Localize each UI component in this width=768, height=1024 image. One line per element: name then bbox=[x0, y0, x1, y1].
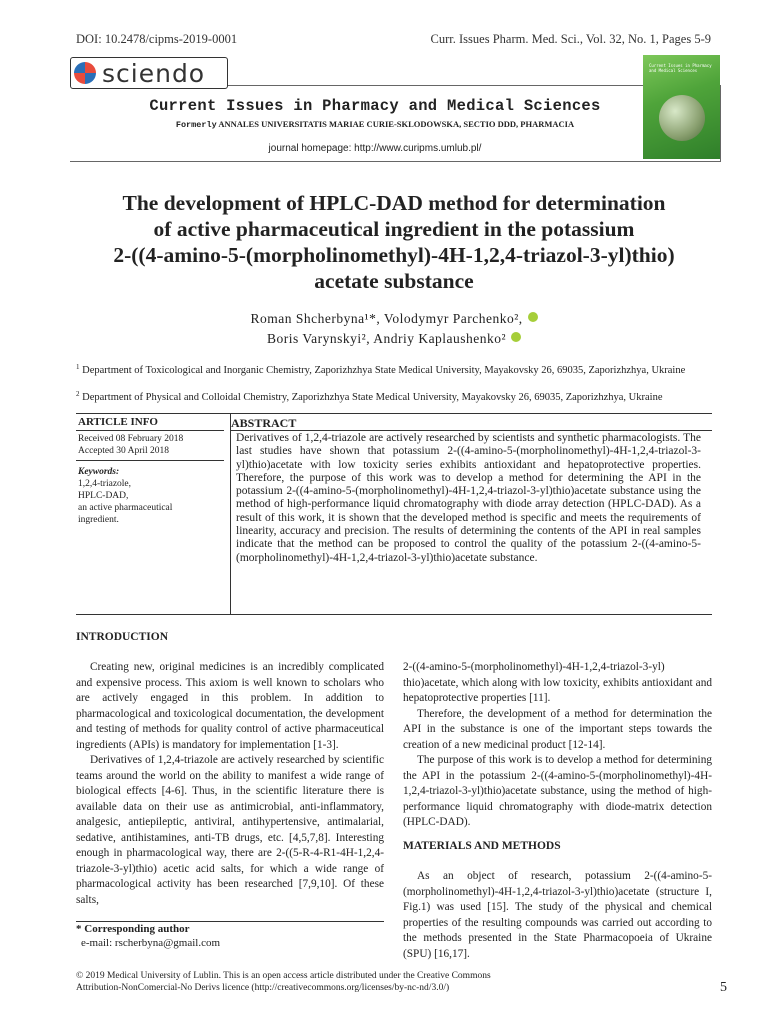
divider bbox=[76, 460, 224, 461]
sciendo-logo-text: sciendo bbox=[102, 58, 206, 88]
page-number: 5 bbox=[720, 980, 727, 995]
affiliation-text: Department of Physical and Colloidal Chemistry, Zaporizhzhya State Medical University, Mayakovsky 26, 69035, Zaporizhzhya, Ukraine bbox=[82, 392, 663, 403]
article-info-heading: ARTICLE INFO bbox=[78, 416, 158, 428]
right-column-methods bbox=[403, 869, 712, 962]
formerly-label: Formerly bbox=[175, 120, 217, 130]
doi: DOI: 10.2478/cipms-2019-0001 bbox=[76, 32, 238, 46]
divider bbox=[76, 614, 712, 615]
orcid-icon[interactable] bbox=[528, 312, 538, 322]
sciendo-logo-icon bbox=[74, 62, 96, 84]
affiliation-number: 1 bbox=[76, 363, 80, 371]
paragraph: Derivatives of 1,2,4-triazole are actively researched by scientific teams around the world on the ability to manifest a wide range of biological effects [4-6]. Thus, in the scientific literature there is available data on their use as antimicrobial, anti-inflammatory, analgesic, antiepileptic, antiviral, antihypertensive, antimalarial, sedative, antihistamines, anti-TB drugs, etc. [4,5,7,8]. Interesting enough in pharmacological way, there are 2-((5-R-4-R1-4H-1,2,4-triazole-3-yl)thio) acetic acid salts, for which a wide range of pharmacological activity has been researched [7,9,10]. Of these salts, bbox=[76, 754, 384, 906]
keyword: an active pharmaceutical bbox=[78, 503, 173, 513]
authors-text: Boris Varynskyi², Andriy Kaplaushenko² bbox=[267, 331, 507, 346]
authors-text: Roman Shcherbyna¹*, Volodymyr Parchenko², bbox=[250, 311, 523, 326]
cover-text: Current Issues in Pharmacy and Medical Sciences bbox=[649, 63, 712, 73]
introduction-heading: INTRODUCTION bbox=[76, 631, 169, 643]
journal-cover-image bbox=[643, 55, 720, 159]
keyword: HPLC-DAD, bbox=[78, 491, 129, 501]
title-line: acetate substance bbox=[314, 269, 474, 293]
corresponding-author-label: * Corresponding author bbox=[76, 923, 190, 935]
affiliation-2 bbox=[76, 388, 716, 404]
authors bbox=[60, 309, 728, 349]
divider bbox=[76, 921, 384, 922]
title-line: The development of HPLC-DAD method for determination bbox=[122, 191, 666, 215]
paragraph: Therefore, the development of a method for determination the API in the substance is one of the important steps towards the creation of a new medicinal product [12-14]. bbox=[403, 707, 712, 751]
abstract-text: Derivatives of 1,2,4-triazole are actively researched by scientists and synthetic pharmacologists. The last studies have shown that potassium 2-((4-amino-5-(morpholinomethyl)-4H-1,2,4-triazol-3-yl)thio)acetate with low toxicity series exhibits antioxidant and hepatoprotective properties. Therefore, the purpose of this work was to develop a method for determining the API in the potassium 2-((4-amino-5-(morpholinomethyl)-4H-1,2,4-triazol-3-yl)thio)acetate substance using the method of high-performance liquid chromatography with diode array detection (HPLC-DAD). As a result of this work, it is shown that the developed method is specific and meets the requirements of linearity, accuracy and precision. The results of determining the contents of the API in real samples indicate that the method can be proposed to control the quality of the potassium 2-((4-amino-5-(morpholinomethyl)-4H-1,2,4-triazol-3-yl)thio)acetate substance. bbox=[236, 432, 701, 564]
affiliation-1 bbox=[76, 361, 716, 377]
affiliation-number: 2 bbox=[76, 390, 80, 398]
title-line: of active pharmaceutical ingredient in the potassium bbox=[153, 217, 635, 241]
paragraph: Creating new, original medicines is an incredibly complicated and expensive process. This axiom is well known to scholars who are actively engaged in this problem. In addition to pharmacological and toxicological documentation, the development and testing of methods for quality control of active pharmaceutical ingredients (APIs) is mandatory for implementation [1-3]. bbox=[76, 661, 384, 751]
title-line: 2-((4-amino-5-(morpholinomethyl)-4H-1,2,4-triazol-3-yl)thio) bbox=[113, 243, 675, 267]
left-column bbox=[76, 660, 384, 908]
keyword: ingredient. bbox=[78, 515, 119, 525]
divider bbox=[230, 413, 231, 614]
divider bbox=[231, 430, 712, 431]
paragraph: As an object of research, potassium 2-((4-amino-5-(morpholinomethyl)-4H-1,2,4-triazol-3-yl)thio)acetate (structure I, Fig.1) was used [15]. The study of the physical and chemical properties of the resulting compounds was carried out according to the methods presented in the State Pharmacopoeia of Ukraine (SPU) [16,17]. bbox=[403, 870, 712, 960]
methods-heading: MATERIALS AND METHODS bbox=[403, 840, 561, 852]
journal-homepage[interactable]: journal homepage: http://www.curipms.umlub.pl/ bbox=[268, 143, 482, 154]
cover-molecule-icon bbox=[659, 95, 705, 141]
divider bbox=[76, 430, 224, 431]
affiliation-text: Department of Toxicological and Inorganic Chemistry, Zaporizhzhya State Medical University, Mayakovsky 26, 69035, Zaporizhzhya, Ukraine bbox=[82, 365, 686, 376]
authors-line bbox=[60, 329, 728, 349]
paragraph: 2-((4-amino-5-(morpholinomethyl)-4H-1,2,4-triazol-3-yl) thio)acetate, which along with low toxicity, exhibits antioxidant and hepatoprotective properties [11]. bbox=[403, 661, 712, 704]
citation: Curr. Issues Pharm. Med. Sci., Vol. 32, No. 1, Pages 5-9 bbox=[430, 32, 711, 46]
paragraph: The purpose of this work is to develop a method for determining the API in the potassium 2-((4-amino-5-(morpholinomethyl)-4H-1,2,4-triazol-3-yl)thio)acetate substance, using the method of high-performance liquid chromatography with diode-matrix detection (HPLC-DAD). bbox=[403, 754, 712, 828]
license-line: Attribution-NonComercial-No Derivs licence (http://creativecommons.org/licenses/by-nc-nd/3.0/) bbox=[76, 983, 450, 993]
abstract-heading: ABSTRACT bbox=[231, 416, 297, 430]
divider bbox=[76, 413, 712, 414]
accepted-date: Accepted 30 April 2018 bbox=[78, 446, 170, 456]
formerly-text: ANNALES UNIVERSITATIS MARIAE CURIE-SKLODOWSKA, SECTIO DDD, PHARMACIA bbox=[218, 119, 575, 129]
sciendo-logo bbox=[70, 57, 228, 89]
keyword: 1,2,4-triazole, bbox=[78, 479, 132, 489]
article-title bbox=[60, 190, 728, 294]
right-column bbox=[403, 660, 712, 831]
corresponding-email[interactable]: e-mail: rscherbyna@gmail.com bbox=[81, 937, 221, 949]
orcid-icon[interactable] bbox=[511, 332, 521, 342]
journal-formerly bbox=[70, 119, 680, 130]
license-line: © 2019 Medical University of Lublin. This is an open access article distributed under the Creative Commons bbox=[76, 971, 491, 981]
keywords-label: Keywords: bbox=[78, 467, 120, 477]
journal-title: Current Issues in Pharmacy and Medical Sciences bbox=[149, 97, 601, 115]
received-date: Received 08 February 2018 bbox=[78, 434, 184, 444]
keywords-list bbox=[78, 478, 172, 526]
authors-line bbox=[60, 309, 728, 329]
license-footer bbox=[76, 970, 676, 994]
